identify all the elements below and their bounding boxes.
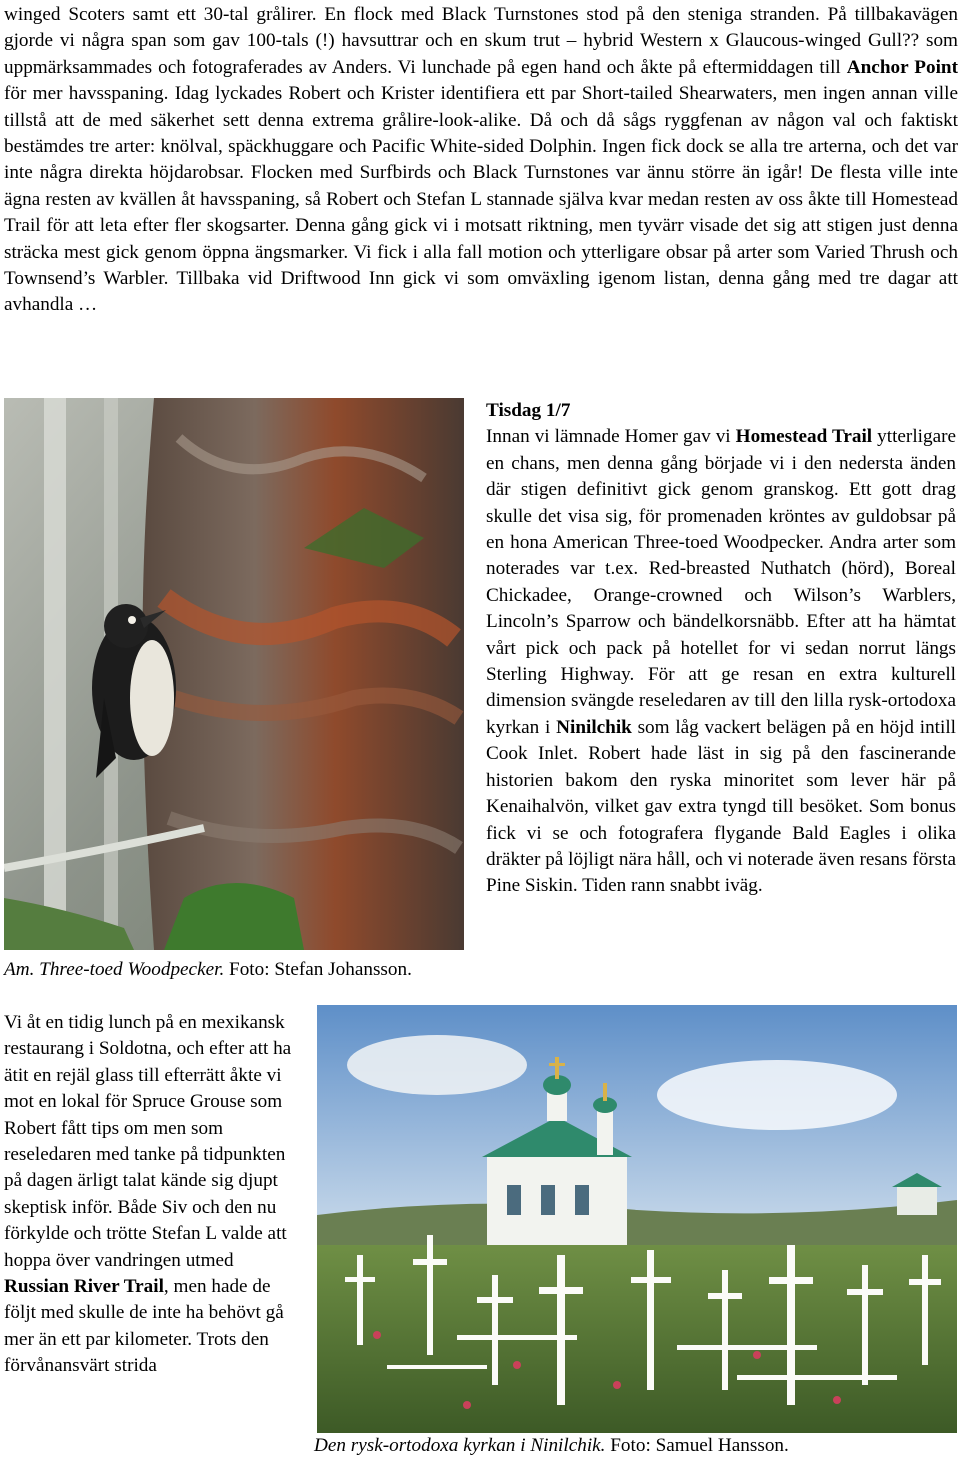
tuesday-text-1: Innan vi lämnade Homer gav vi [486,426,736,448]
intro-text-1: winged Scoters samt ett 30-tal grålirer. En flock med Black Turnstones stod på den steniga stranden. På tillbakavägen gjorde vi några span som gav 100-tals (!) havsuttrar och en skum trut – hybrid Western x Glaucous-winged Gull?? som uppmärksammades och fotograferades av Anders. Vi lunchade på egen hand och åkte på eftermiddagen till [4,4,958,78]
woodpecker-caption-credit: Foto: Stefan Johansson. [224,959,412,980]
lunch-text-2: , men hade de följt med skulle de inte ha behövt gå mer än ett par kilometer. Trots den förvånansvärt strida [4,1276,284,1377]
intro-text-2: för mer havsspaning. Idag lyckades Robert och Krister identifiera ett par Short-tailed Shearwaters, men ingen annan ville tillstå att de med säkerhet sett denna extrema grålire-look-alike. Då och då sågs ryggfenan av någon val och faktiskt bestämdes tre arter: knölval, späckhuggare och Pacific White-sided Dolphin. Ingen fick dock se alla tre arterna, och det var inte några direkta höjdarobsar. Flocken med Surfbirds och Black Turnstones var ännu större än igår! De flesta ville inte ägna resten av kvällen åt havsspaning, så Robert och Stefan L stannade själva kvar medan resten av oss åkte till Homestead Trail för att leta efter fler skogsarter. Denna gång gick vi i motsatt riktning, men tyvärr visade det sig att stigen just denna sträcka mest gick genom öppna ängsmarker. Vi fick i alla fall motion och ytterligare obsar på arter som Varied Thrush och Townsend’s Warbler. Tillbaka vid Driftwood Inn gick vi som omväxling igenom listan, denna gång med tre dagar att avhandla … [4,83,958,316]
ninilchik-name: Ninilchik [556,716,632,738]
russian-river-trail-name: Russian River Trail [4,1276,164,1298]
church-caption-credit: Foto: Samuel Hansson. [605,1435,789,1456]
church-caption [314,1433,789,1459]
church-caption-title: Den rysk-ortodoxa kyrkan i Ninilchik. [314,1435,606,1456]
anchor-point-name: Anchor Point [846,56,958,78]
woodpecker-caption [4,957,412,983]
woodpecker-photo [4,398,464,950]
tuesday-heading: Tisdag 1/7 [486,400,571,421]
church-photo [317,1005,957,1433]
lunch-paragraph [4,1010,302,1380]
woodpecker-caption-species: Am. Three-toed Woodpecker. [4,959,225,980]
homestead-trail-name: Homestead Trail [735,426,873,448]
tuesday-section [486,398,956,900]
lunch-text-1: Vi åt en tidig lunch på en mexikansk restaurang i Soldotna, och efter att ha ätit en rejäl glass till efterrätt åkte vi mot en lokal för Spruce Grouse som Robert fått tips om men som reseledaren med tanke på tidpunkten på dagen ärligt talat kände sig djupt skeptisk inför. Både Siv och den nu förkylde och trötte Stefan L valde att hoppa över vandringen utmed [4,1012,292,1271]
tuesday-text-3: som låg vackert belägen på en höjd intill Cook Inlet. Robert hade läst in sig på den fascinerande historien bakom den ryska minoritet som lever här på Kenaihalvön, vilket gav extra tyngd till besöket. Som bonus fick vi se och fotografera flygande Bald Eagles i olika dräkter på löjligt nära håll, och vi noterade även resans första Pine Siskin. Tiden rann snabbt iväg. [486,716,956,897]
tuesday-text-2: ytterligare en chans, men denna gång började vi i den nedersta änden där stigen definitivt gick genom granskog. Ett gott drag skulle det visa sig, för promenaden kröntes av guldobsar på en hona American Three-toed Woodpecker. Andra arter som noterades var t.ex. Red-breasted Nuthatch (hörd), Boreal Chickadee, Orange-crowned och Wilson’s Warblers, Lincoln’s Sparrow och bändelkorsnäbb. Efter att ha hämtat vårt pick och pack på hotellet for vi sedan norrut längs Sterling Highway. För att ge resan en extra kulturell dimension svängde reseledaren av till den lilla rysk-ortodoxa kyrkan i [486,426,957,738]
intro-paragraph [4,2,958,319]
